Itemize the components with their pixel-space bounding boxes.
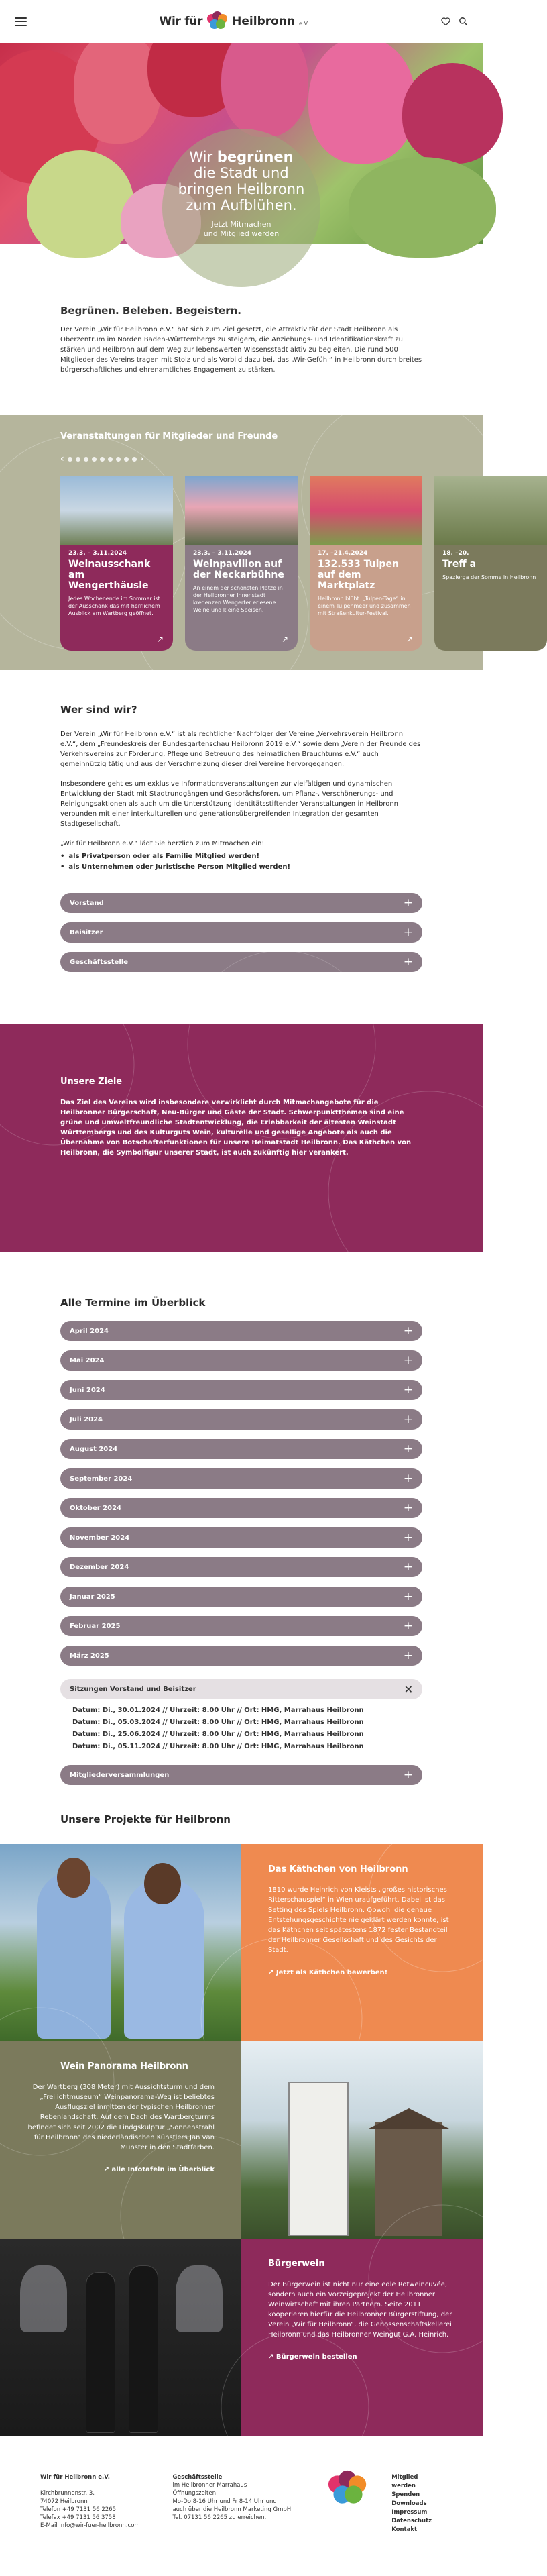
- site-footer: [0, 2436, 483, 2534]
- panorama-link-label: alle Infotafeln im Überblick: [111, 2166, 215, 2174]
- accordion-label: September 2024: [70, 1474, 133, 1483]
- accordion-month[interactable]: [60, 1439, 422, 1459]
- tulip-shape: [349, 157, 496, 258]
- accordion-month[interactable]: [60, 1557, 422, 1577]
- footer-link-impressum[interactable]: Impressum: [391, 2509, 428, 2516]
- event-text: Heilbronn blüht: „Tulpen-Tage“ in einem Tulpenmeer und zusammen mit Straßenkultur-Festival.: [318, 596, 411, 616]
- search-icon[interactable]: [459, 17, 468, 26]
- kaethchen-text-panel: [241, 1844, 483, 2041]
- accordion-month[interactable]: [60, 1646, 422, 1666]
- date-entry: Datum: Di., 05.11.2024 // Uhrzeit: 8.00 Uhr // Ort: HMG, Marrahaus Heilbronn: [72, 1743, 364, 1750]
- hero-cta-line-2: und Mitglied werden: [203, 229, 280, 238]
- arrow-up-right-icon: ↗: [406, 635, 413, 644]
- event-image: [60, 476, 173, 545]
- footer-link-datenschutz[interactable]: Datenschutz: [391, 2518, 432, 2524]
- footer-line: 74072 Heilbronn: [40, 2498, 88, 2505]
- footer-link-downloads[interactable]: Downloads: [391, 2500, 427, 2507]
- panorama-link[interactable]: ↗ alle Infotafeln im Überblick: [103, 2166, 215, 2174]
- accordion-label: Mai 2024: [70, 1356, 105, 1364]
- event-cards: [60, 476, 536, 651]
- hero-cta-line-1: Jetzt Mitmachen: [211, 220, 271, 229]
- buergerwein-title: Bürgerwein: [268, 2259, 325, 2269]
- slider-dot[interactable]: [108, 457, 113, 462]
- accordion-month[interactable]: [60, 1498, 422, 1518]
- event-card[interactable]: [60, 476, 173, 651]
- footer-line: auch über die Heilbronn Marketing GmbH: [172, 2506, 292, 2513]
- buergerwein-text-panel: [241, 2239, 483, 2436]
- project-buergerwein: [0, 2239, 483, 2436]
- tower-shape: [375, 2122, 442, 2236]
- footer-line: Kirchbrunnenstr. 3,: [40, 2490, 95, 2497]
- slider-dot[interactable]: [68, 457, 72, 462]
- event-card[interactable]: [310, 476, 422, 651]
- kaethchen-photo: [0, 1844, 241, 2041]
- panorama-text-panel: [0, 2041, 241, 2239]
- hero-banner: [0, 43, 483, 244]
- chevron-left-icon[interactable]: ‹: [60, 453, 64, 464]
- hero-headline: [178, 149, 305, 213]
- goals-text: Das Ziel des Vereins wird insbesondere verwirklicht durch Mitmachangebote für die Heilbronner Bürgerschaft, Neu-Bürger und Gäste der Stadt. Schwerpunktthemen sind eine grüne und umweltfreundliche Stadtentwicklung, die Erlebbarkeit der ältesten Weinstadt Württembergs und des Kulturguts Wein, kulturelle und gesellige Angebote als auch die Übernahme von Botschafterfunktionen für unsere Heimatstadt Heilbronn. Das Käthchen von Heilbronn, die Symbolfigur unserer Stadt, ist auch zukünftig hier verankert.: [60, 1099, 412, 1157]
- footer-office-title: Geschäftsstelle: [172, 2474, 223, 2481]
- date-entry: Datum: Di., 30.01.2024 // Uhrzeit: 8.00 Uhr // Ort: HMG, Marrahaus Heilbronn: [72, 1707, 364, 1714]
- accordion-month[interactable]: [60, 1350, 422, 1371]
- dates-heading: Alle Termine im Überblick: [60, 1297, 206, 1309]
- footer-org-name: Wir für Heilbronn e.V.: [40, 2474, 110, 2481]
- menu-icon[interactable]: [15, 17, 27, 26]
- header-icons: [441, 17, 468, 26]
- project-kaethchen: [0, 1844, 483, 2041]
- accordion-label: April 2024: [70, 1327, 109, 1335]
- footer-line: Öffnungszeiten:: [172, 2490, 218, 2497]
- slider-dot[interactable]: [124, 457, 129, 462]
- wine-glass-shape: [176, 2265, 223, 2332]
- event-image: [185, 476, 298, 545]
- footer-line: Telefax +49 7131 56 3758: [40, 2514, 116, 2521]
- event-date: 18. –20.: [442, 550, 469, 557]
- plus-icon: +: [403, 896, 413, 910]
- membership-link-company[interactable]: • als Unternehmen oder Juristische Person Mitglied werden!: [60, 862, 422, 873]
- event-title: Treff a: [442, 559, 477, 570]
- kaethchen-link[interactable]: ↗ Jetzt als Käthchen bewerben!: [268, 1969, 388, 1976]
- footer-office: [172, 2473, 303, 2534]
- person-head-shape: [57, 1858, 90, 1898]
- plus-icon: +: [403, 955, 413, 969]
- footer-email[interactable]: E-Mail info@wir-fuer-heilbronn.com: [40, 2522, 140, 2529]
- event-text: An einem der schönsten Plätze in der Heilbronner Innenstadt kredenzen Wengerter erlesene Weine und kleine Speisen.: [193, 585, 283, 613]
- close-icon: ✕: [404, 1682, 413, 1696]
- accordion-month[interactable]: [60, 1616, 422, 1636]
- hero-line-2: die Stadt und: [194, 165, 289, 181]
- person-head-shape: [144, 1863, 181, 1904]
- accordion-sitzungen-open[interactable]: [60, 1679, 422, 1699]
- intro-text: Der Verein „Wir für Heilbronn e.V.“ hat sich zum Ziel gesetzt, die Attraktivität der Stadt Heilbronn als Oberzentrum im Norden Baden-Württembergs zu steigern, die Anziehungs- und Identifikationskraft zu stärken und Heilbronn auf dem Weg zur lebenswerten Wissensstadt aktiv zu begleiten. Die rund 500 Mitglieder des Vereins tragen mit Stolz und als Vorbild dazu bei, das „Wir-Gefühl“ in Heilbronn durch breites bürgerschaftliches und ehrenamtliches Engagement zu stärken.: [60, 326, 422, 374]
- plus-icon: +: [403, 1649, 413, 1662]
- hero-line-1b: begrünen: [217, 149, 294, 165]
- about-paragraph: Der Verein „Wir für Heilbronn e.V.“ ist als rechtlicher Nachfolger der Vereine „Verkehrsverein Heilbronn e.V.“, dem „Freundeskreis der Bundesgartenschau Heilbronn 2019 e.V.“ sowie dem „Verein der Freunde des Verkehrsvereins zur Förderung, Pflege und Betreuung des heimatlichen Brauchtums e.V.“ auch gemeinnützig tätig und aus der Verschmelzung dieser drei Vereine hervorgegangen.: [60, 731, 421, 768]
- plus-icon: +: [403, 1590, 413, 1603]
- accordion-mitgliederversammlungen[interactable]: [60, 1765, 422, 1785]
- slider-pagination: [60, 453, 483, 464]
- accordion-vorstand[interactable]: [60, 893, 422, 913]
- event-card[interactable]: [185, 476, 298, 651]
- slider-dot[interactable]: [132, 457, 137, 462]
- flower-logo-icon: [324, 2469, 370, 2510]
- wine-bottle-shape: [86, 2272, 115, 2433]
- chevron-right-icon[interactable]: ›: [139, 453, 144, 464]
- plus-icon: +: [403, 1413, 413, 1426]
- buergerwein-text: Der Bürgerwein ist nicht nur eine edle Rotweincuvée, sondern auch ein Vorzeigeprojekt der Heilbronner Weinwirtschaft mit ihren Partnern. Seite 2011 kooperieren hierfür die Heilbronner Bürgerstiftung, der Verein „Wir für Heilbronn“, die Genossenschaftskellerei Heilbronn und das Heilbronner Weingut G.A. Heinrich.: [268, 2281, 452, 2339]
- accordion-beisitzer[interactable]: [60, 922, 422, 943]
- logo-text-2: Heilbronn: [232, 15, 296, 28]
- plus-icon: +: [403, 926, 413, 939]
- accordion-label: Mitgliederversammlungen: [70, 1771, 170, 1779]
- membership-list: [60, 851, 422, 873]
- accordion-label: November 2024: [70, 1534, 130, 1542]
- date-entry: Datum: Di., 25.06.2024 // Uhrzeit: 8.00 Uhr // Ort: HMG, Marrahaus Heilbronn: [72, 1731, 364, 1738]
- event-date: 17. –21.4.2024: [318, 550, 368, 557]
- plus-icon: +: [403, 1501, 413, 1515]
- heart-icon[interactable]: [441, 17, 450, 26]
- event-text: Jedes Wochenende im Sommer ist der Ausschank das mit herrlichem Ausblick am Wartberg geöffnet.: [68, 596, 160, 616]
- logo-suffix: e.V.: [299, 20, 309, 27]
- logo-text-1: Wir für: [159, 15, 203, 28]
- accordion-label: Geschäftsstelle: [70, 958, 128, 966]
- hero-cta[interactable]: [204, 220, 279, 239]
- about-paragraph: Insbesondere geht es um exklusive Informationsveranstaltungen zur vielfältigen und dynamischen Entwicklung der Stadt mit Stadtrundgängen und Gesprächsforen, um Pflanz-, Verschönerungs- und Reinigungsaktionen als auch um die Unterstützung identitätsstiftender Veranstaltungen in Heilbronn verbunden mit einer interkulturellen und generationsübergreifenden Integration der gesamten Stadtgesellschaft.: [60, 780, 398, 828]
- event-date: 23.3. – 3.11.2024: [193, 550, 252, 557]
- about-heading: Wer sind wir?: [60, 704, 137, 716]
- accordion-month[interactable]: [60, 1527, 422, 1548]
- arrow-up-right-icon: ↗: [281, 635, 288, 644]
- accordion-label: Sitzungen Vorstand und Beisitzer: [70, 1685, 196, 1693]
- accordion-geschaeftsstelle[interactable]: [60, 952, 422, 972]
- footer-link-kontakt[interactable]: Kontakt: [391, 2526, 418, 2533]
- plus-icon: +: [403, 1354, 413, 1367]
- hero-line-1a: Wir: [189, 149, 217, 165]
- accordion-label: August 2024: [70, 1445, 118, 1453]
- slider-dot[interactable]: [84, 457, 88, 462]
- slider-dot[interactable]: [92, 457, 97, 462]
- accordion-month[interactable]: [60, 1587, 422, 1607]
- plus-icon: +: [403, 1383, 413, 1397]
- kaethchen-link-label: Jetzt als Käthchen bewerben!: [276, 1969, 388, 1976]
- footer-links: [391, 2473, 442, 2534]
- tulip-shape: [402, 63, 503, 164]
- arrow-up-right-icon: ↗: [156, 635, 164, 644]
- slider-dot[interactable]: [100, 457, 105, 462]
- accordion-label: Oktober 2024: [70, 1504, 121, 1512]
- tulip-shape: [308, 36, 416, 164]
- kaethchen-title: Das Käthchen von Heilbronn: [268, 1864, 408, 1874]
- dates-section: [0, 1252, 483, 1785]
- accordion-label: Juni 2024: [70, 1386, 105, 1394]
- intro-heading: Begrünen. Beleben. Begeistern.: [60, 305, 242, 317]
- event-title: Weinpavillon auf der Neckarbühne: [193, 559, 284, 580]
- accordion-label: Juli 2024: [70, 1415, 103, 1424]
- accordion-label: Februar 2025: [70, 1622, 121, 1630]
- about-paragraph: „Wir für Heilbronn e.V.“ lädt Sie herzlich zum Mitmachen ein!: [60, 840, 265, 847]
- wine-bottle-shape: [129, 2265, 158, 2433]
- panorama-text: Der Wartberg (308 Meter) mit Aussichtsturm und dem „Freilichtmuseum“ Weinpanorama-Weg ist beliebtes Ausflugsziel inmitten der typischen Heilbronner Rebenlandschaft. Auf dem Dach des Wartbergturms befindet sich seit 2002 die Lindgskulptur „Sonnenstrahl für Heilbronn“ des niederländischen Künstlers Jan van Munster in den Stadtfarben.: [27, 2084, 215, 2151]
- event-text: Spazierga der Somme in Heilbronn: [442, 574, 536, 580]
- event-card[interactable]: [434, 476, 547, 651]
- accordion-label: März 2025: [70, 1652, 109, 1660]
- accordion-label: Dezember 2024: [70, 1563, 129, 1571]
- site-logo[interactable]: [160, 11, 309, 32]
- slider-dot[interactable]: [116, 457, 121, 462]
- footer-contact: [40, 2473, 151, 2534]
- kaethchen-text: 1810 wurde Heinrich von Kleists „großes historisches Ritterschauspiel“ in Wien uraufgeführt. Dabei ist das Setting des Spiels Heilbronn. Obwohl die genaue Entstehungsgeschichte nie geklärt werden konnte, ist das Käthchen seit spätestens 1872 fester Bestandteil der Heilbronner Gesellschaft und des Gesichts der Stadt.: [268, 1886, 449, 1954]
- tulip-shape: [27, 150, 134, 258]
- plus-icon: +: [403, 1324, 413, 1338]
- roof-shape: [369, 2108, 449, 2129]
- plus-icon: +: [403, 1531, 413, 1544]
- footer-line: im Heilbronner Marrahaus: [172, 2482, 247, 2489]
- event-image: [310, 476, 422, 545]
- footer-line: Tel. 07131 56 2265 zu erreichen.: [172, 2514, 267, 2521]
- hero-line-4: zum Aufblühen.: [186, 197, 297, 213]
- footer-line[interactable]: Telefon +49 7131 56 2265: [40, 2506, 116, 2513]
- hero-text-circle: [162, 129, 320, 287]
- project-panorama: [0, 2041, 483, 2239]
- footer-link-spenden[interactable]: Spenden: [391, 2491, 420, 2498]
- site-header: [0, 0, 483, 43]
- slider-dot[interactable]: [76, 457, 80, 462]
- goals-section: [0, 1024, 483, 1252]
- info-board-shape: [288, 2082, 349, 2236]
- membership-link-private[interactable]: • als Privatperson oder als Familie Mitglied werden!: [60, 851, 422, 862]
- footer-link-mitglied[interactable]: Mitglied werden: [391, 2474, 418, 2489]
- about-section: [0, 670, 483, 995]
- events-heading: Veranstaltungen für Mitglieder und Freunde: [60, 431, 278, 441]
- date-entry: Datum: Di., 05.03.2024 // Uhrzeit: 8.00 Uhr // Ort: HMG, Marrahaus Heilbronn: [72, 1719, 364, 1726]
- event-image: [434, 476, 547, 545]
- accordion-month[interactable]: [60, 1409, 422, 1430]
- events-section: [0, 415, 536, 670]
- accordion-label: Januar 2025: [70, 1593, 115, 1601]
- wine-glass-shape: [20, 2265, 67, 2332]
- projects-heading: Unsere Projekte für Heilbronn: [60, 1813, 231, 1825]
- plus-icon: +: [403, 1619, 413, 1633]
- accordion-month[interactable]: [60, 1468, 422, 1489]
- event-title: 132.533 Tulpen auf dem Marktplatz: [318, 559, 399, 591]
- panorama-photo: [241, 2041, 483, 2239]
- panorama-title: Wein Panorama Heilbronn: [60, 2061, 188, 2072]
- plus-icon: +: [403, 1560, 413, 1574]
- footer-line: Mo-Do 8-16 Uhr und Fr 8-14 Uhr und: [172, 2498, 277, 2505]
- accordion-label: Beisitzer: [70, 928, 103, 936]
- plus-icon: +: [403, 1472, 413, 1485]
- plus-icon: +: [403, 1768, 413, 1782]
- tulip-shape: [74, 30, 161, 144]
- accordion-month[interactable]: [60, 1380, 422, 1400]
- sitzungen-dates: [60, 1702, 422, 1765]
- buergerwein-link[interactable]: ↗ Bürgerwein bestellen: [268, 2353, 357, 2361]
- goals-heading: Unsere Ziele: [60, 1077, 123, 1087]
- buergerwein-photo: [0, 2239, 241, 2436]
- event-title: Weinausschank am Wengerthäusle: [68, 559, 151, 591]
- event-date: 23.3. – 3.11.2024: [68, 550, 127, 557]
- buergerwein-link-label: Bürgerwein bestellen: [276, 2353, 357, 2361]
- accordion-label: Vorstand: [70, 899, 104, 907]
- plus-icon: +: [403, 1442, 413, 1456]
- flower-logo-icon: [205, 11, 229, 32]
- hero-line-3: bringen Heilbronn: [178, 181, 305, 197]
- accordion-month[interactable]: [60, 1321, 422, 1341]
